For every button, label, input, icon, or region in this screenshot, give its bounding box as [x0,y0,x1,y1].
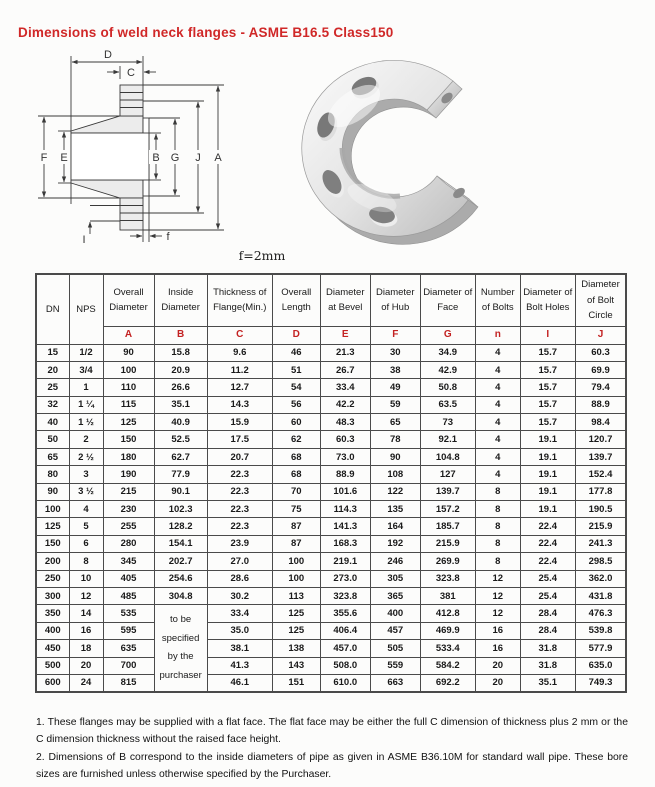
table-cell: 54 [272,379,320,396]
table-cell: 88.9 [575,396,626,413]
table-cell: 90.1 [154,483,207,500]
table-cell: 35.1 [520,674,575,691]
table-cell: 533.4 [420,640,475,657]
table-cell: 125 [103,414,154,431]
table-cell: 323.8 [320,587,370,604]
table-cell: 152.4 [575,466,626,483]
table-row [36,344,626,361]
table-cell: 73.0 [320,448,370,465]
table-cell: 128.2 [154,518,207,535]
table-cell: 300 [36,587,69,604]
table-cell: 3 [69,466,103,483]
table-cell: 20 [36,361,69,378]
dim-label-D: D [104,49,112,61]
table-cell: 8 [475,501,520,518]
table-cell: 180 [103,448,154,465]
table-cell: 22.3 [207,483,272,500]
dim-letter-C: C [207,326,272,344]
table-cell: 280 [103,535,154,552]
table-cell: 70 [272,483,320,500]
table-cell: 100 [103,361,154,378]
table-cell: 14 [69,605,103,622]
table-cell: 412.8 [420,605,475,622]
table-cell: 12 [475,605,520,622]
table-cell: 154.1 [154,535,207,552]
dim-label-C: C [127,67,135,79]
table-cell: 400 [36,622,69,639]
table-cell: 20 [475,657,520,674]
table-cell: 323.8 [420,570,475,587]
table-cell: 4 [475,379,520,396]
dim-label-I: I [82,234,86,246]
table-row [36,535,626,552]
table-cell: 73 [420,414,475,431]
table-cell: 700 [103,657,154,674]
table-cell: 19.1 [520,483,575,500]
table-cell: 12.7 [207,379,272,396]
table-cell: 114.3 [320,501,370,518]
table-cell: 28.4 [520,605,575,622]
table-cell: 200 [36,553,69,570]
table-cell: 22.4 [520,553,575,570]
table-cell: 577.9 [575,640,626,657]
table-cell: 6 [69,535,103,552]
table-cell: 50.8 [420,379,475,396]
table-row [36,431,626,448]
table-cell: 46 [272,344,320,361]
table-cell: 663 [370,674,420,691]
table-cell: 28.4 [520,622,575,639]
table-cell: 68 [272,448,320,465]
table-cell: 31.8 [520,657,575,674]
table-cell: 298.5 [575,553,626,570]
table-cell: 11.2 [207,361,272,378]
column-header-nps: NPS [69,274,103,344]
table-cell: 255 [103,518,154,535]
table-cell: 610.0 [320,674,370,691]
table-cell: 635 [103,640,154,657]
table-cell: 185.7 [420,518,475,535]
table-cell: 8 [475,535,520,552]
table-cell: 20.7 [207,448,272,465]
table-cell: 35.0 [207,622,272,639]
table-cell: 62.7 [154,448,207,465]
to-be-specified-cell: to be specified by the purchaser [154,605,207,692]
table-cell: 63.5 [420,396,475,413]
table-cell: 469.9 [420,622,475,639]
table-cell: 135 [370,501,420,518]
table-cell: 692.2 [420,674,475,691]
table-cell: 127 [420,466,475,483]
table-cell: 16 [475,640,520,657]
table-cell: 79.4 [575,379,626,396]
table-cell: 749.3 [575,674,626,691]
table-cell: 559 [370,657,420,674]
table-cell: 635.0 [575,657,626,674]
table-cell: 168.3 [320,535,370,552]
table-cell: 19.1 [520,448,575,465]
table-cell: 505 [370,640,420,657]
table-cell: 304.8 [154,587,207,604]
table-cell: 4 [475,344,520,361]
table-cell: 500 [36,657,69,674]
table-row [36,570,626,587]
table-cell: 98.4 [575,414,626,431]
table-cell: 15.7 [520,361,575,378]
dim-label-A: A [214,152,222,164]
table-cell: 108 [370,466,420,483]
table-cell: 362.0 [575,570,626,587]
table-cell: 90 [103,344,154,361]
table-cell: 22.4 [520,535,575,552]
footnote-1: 1. These flanges may be supplied with a flat face. The flat face may be either the full C dimension of thickness plus 2 mm or the C dimension thickness without the raised face height. [36,717,628,746]
table-cell: 2 [69,431,103,448]
table-cell: 15.9 [207,414,272,431]
table-cell: 8 [475,518,520,535]
table-cell: 365 [370,587,420,604]
table-cell: 65 [370,414,420,431]
table-cell: 600 [36,674,69,691]
column-header-diameter-of-face: Diameter of Face [420,274,475,326]
table-cell: 15.8 [154,344,207,361]
table-cell: 27.0 [207,553,272,570]
table-cell: 32 [36,396,69,413]
table-row [36,674,626,691]
table-cell: 75 [272,501,320,518]
table-cell: 48.3 [320,414,370,431]
table-cell: 100 [272,570,320,587]
dim-letter-n: n [475,326,520,344]
table-cell: 33.4 [320,379,370,396]
table-row [36,518,626,535]
table-row [36,448,626,465]
flange-dimensions-table [35,273,627,693]
table-row [36,553,626,570]
table-cell: 405 [103,570,154,587]
table-cell: 815 [103,674,154,691]
table-cell: 20 [475,674,520,691]
table-cell: 9.6 [207,344,272,361]
table-cell: 88.9 [320,466,370,483]
table-cell: 1 ¼ [69,396,103,413]
table-cell: 345 [103,553,154,570]
column-header-thickness: Thickness of Flange(Min.) [207,274,272,326]
table-cell: 350 [36,605,69,622]
table-cell: 190 [103,466,154,483]
table-cell: 30 [370,344,420,361]
table-cell: 42.2 [320,396,370,413]
table-cell: 125 [272,605,320,622]
table-row [36,466,626,483]
table-cell: 476.3 [575,605,626,622]
table-cell: 23.9 [207,535,272,552]
table-cell: 60.3 [575,344,626,361]
table-cell: 20 [69,657,103,674]
table-cell: 4 [69,501,103,518]
table-cell: 19.1 [520,501,575,518]
table-cell: 22.3 [207,501,272,518]
table-cell: 30.2 [207,587,272,604]
table-cell: 104.8 [420,448,475,465]
table-row [36,657,626,674]
table-cell: 250 [36,570,69,587]
table-cell: 584.2 [420,657,475,674]
dim-letter-G: G [420,326,475,344]
table-cell: 16 [475,622,520,639]
page-title: Dimensions of weld neck flanges - ASME B16.5 Class150 [18,25,394,40]
dim-label-G: G [170,152,180,164]
table-cell: 150 [103,431,154,448]
column-header-overall-length: Overall Length [272,274,320,326]
table-cell: 56 [272,396,320,413]
table-cell: 457 [370,622,420,639]
table-cell: 19.1 [520,466,575,483]
table-cell: 141.3 [320,518,370,535]
table-cell: 52.5 [154,431,207,448]
table-cell: 51 [272,361,320,378]
table-cell: 15.7 [520,414,575,431]
table-cell: 355.6 [320,605,370,622]
table-cell: 400 [370,605,420,622]
flange-cross-section-drawing [28,46,266,260]
table-cell: 120.7 [575,431,626,448]
table-cell: 192 [370,535,420,552]
table-cell: 150 [36,535,69,552]
table-cell: 60 [272,414,320,431]
table-cell: 151 [272,674,320,691]
table-cell: 8 [475,483,520,500]
table-cell: 254.6 [154,570,207,587]
table-cell: 113 [272,587,320,604]
column-header-dn: DN [36,274,69,344]
table-cell: 5 [69,518,103,535]
table-cell: 305 [370,570,420,587]
table-cell: 38.1 [207,640,272,657]
table-cell: 50 [36,431,69,448]
table-cell: 25 [36,379,69,396]
table-row [36,605,626,622]
table-cell: 17.5 [207,431,272,448]
table-cell: 59 [370,396,420,413]
table-header [36,274,626,344]
table-row [36,640,626,657]
table-cell: 60.3 [320,431,370,448]
dim-letter-I: I [520,326,575,344]
table-cell: 8 [69,553,103,570]
table-row [36,622,626,639]
flange-3d-image [272,48,522,253]
table-cell: 241.3 [575,535,626,552]
dim-label-f: f [166,231,170,243]
table-cell: 90 [36,483,69,500]
table-cell: 381 [420,587,475,604]
table-cell: 177.8 [575,483,626,500]
table-cell: 4 [475,448,520,465]
table-row [36,396,626,413]
table-cell: 3 ½ [69,483,103,500]
table-cell: 87 [272,518,320,535]
table-cell: 508.0 [320,657,370,674]
table-cell: 24 [69,674,103,691]
table-cell: 33.4 [207,605,272,622]
table-cell: 273.0 [320,570,370,587]
table-cell: 90 [370,448,420,465]
table-cell: 4 [475,466,520,483]
table-cell: 42.9 [420,361,475,378]
dim-letter-B: B [154,326,207,344]
table-cell: 164 [370,518,420,535]
table-cell: 4 [475,361,520,378]
table-cell: 22.3 [207,466,272,483]
column-header-diameter-at-bevel: Diameter at Bevel [320,274,370,326]
dim-letter-D: D [272,326,320,344]
table-cell: 115 [103,396,154,413]
table-cell: 269.9 [420,553,475,570]
table-row [36,414,626,431]
table-cell: 230 [103,501,154,518]
table-cell: 12 [69,587,103,604]
table-cell: 406.4 [320,622,370,639]
table-row [36,361,626,378]
table-cell: 1/2 [69,344,103,361]
table-cell: 457.0 [320,640,370,657]
table-cell: 4 [475,396,520,413]
table-cell: 21.3 [320,344,370,361]
table-cell: 100 [36,501,69,518]
table-cell: 122 [370,483,420,500]
table-cell: 15 [36,344,69,361]
table-cell: 539.8 [575,622,626,639]
dim-letter-A: A [103,326,154,344]
table-cell: 100 [272,553,320,570]
table-cell: 65 [36,448,69,465]
table-cell: 34.9 [420,344,475,361]
table-cell: 69.9 [575,361,626,378]
column-header-number-of-bolts: Number of Bolts [475,274,520,326]
table-row [36,483,626,500]
table-cell: 138 [272,640,320,657]
table-cell: 25.4 [520,587,575,604]
table-cell: 215 [103,483,154,500]
table-cell: 485 [103,587,154,604]
table-cell: 157.2 [420,501,475,518]
table-cell: 139.7 [420,483,475,500]
table-cell: 26.7 [320,361,370,378]
dim-letter-J: J [575,326,626,344]
table-cell: 78 [370,431,420,448]
table-cell: 16 [69,622,103,639]
table-cell: 215.9 [575,518,626,535]
table-cell: 77.9 [154,466,207,483]
table-cell: 31.8 [520,640,575,657]
table-cell: 3/4 [69,361,103,378]
table-cell: 18 [69,640,103,657]
table-cell: 101.6 [320,483,370,500]
table-cell: 22.4 [520,518,575,535]
raised-face-note: f=2mm [238,248,286,263]
table-cell: 14.3 [207,396,272,413]
table-cell: 38 [370,361,420,378]
table-cell: 26.6 [154,379,207,396]
table-row [36,379,626,396]
table-cell: 143 [272,657,320,674]
table-cell: 215.9 [420,535,475,552]
table-cell: 125 [36,518,69,535]
table-cell: 62 [272,431,320,448]
table-cell: 22.3 [207,518,272,535]
table-cell: 2 ½ [69,448,103,465]
table-cell: 35.1 [154,396,207,413]
table-cell: 25.4 [520,570,575,587]
table-cell: 102.3 [154,501,207,518]
dim-label-B: B [152,152,160,164]
table-cell: 68 [272,466,320,483]
table-cell: 4 [475,414,520,431]
column-header-diameter-of-hub: Diameter of Hub [370,274,420,326]
table-cell: 190.5 [575,501,626,518]
table-cell: 40 [36,414,69,431]
table-cell: 20.9 [154,361,207,378]
table-row [36,501,626,518]
table-cell: 1 ½ [69,414,103,431]
flange-table-body [36,344,626,692]
table-cell: 139.7 [575,448,626,465]
table-cell: 202.7 [154,553,207,570]
table-cell: 431.8 [575,587,626,604]
table-cell: 125 [272,622,320,639]
table-cell: 80 [36,466,69,483]
dim-letter-E: E [320,326,370,344]
table-cell: 40.9 [154,414,207,431]
table-cell: 49 [370,379,420,396]
table-cell: 1 [69,379,103,396]
table-cell: 19.1 [520,431,575,448]
table-cell: 450 [36,640,69,657]
table-cell: 41.3 [207,657,272,674]
table-cell: 12 [475,587,520,604]
column-header-inside-diameter: Inside Diameter [154,274,207,326]
footnotes [36,714,628,784]
table-cell: 46.1 [207,674,272,691]
table-cell: 87 [272,535,320,552]
dim-letter-F: F [370,326,420,344]
table-cell: 92.1 [420,431,475,448]
dim-label-F: F [40,152,48,164]
table-cell: 535 [103,605,154,622]
table-cell: 8 [475,553,520,570]
table-cell: 246 [370,553,420,570]
table-row [36,587,626,604]
table-cell: 15.7 [520,379,575,396]
table-cell: 10 [69,570,103,587]
table-cell: 4 [475,431,520,448]
table-cell: 15.7 [520,396,575,413]
column-header-bolt-circle: Diameter of Bolt Circle [575,274,626,326]
table-cell: 28.6 [207,570,272,587]
dim-label-E: E [60,152,68,164]
column-header-bolt-holes: Diameter of Bolt Holes [520,274,575,326]
table-cell: 110 [103,379,154,396]
table-cell: 219.1 [320,553,370,570]
table-cell: 15.7 [520,344,575,361]
table-cell: 12 [475,570,520,587]
dim-label-J: J [195,152,201,164]
footnote-2: 2. Dimensions of B correspond to the inside diameters of pipe as given in ASME B36.10M for standard wall pipe. These bore sizes are furnished unless otherwise specified by the Purchaser. [36,751,628,781]
column-header-overall-diameter: Overall Diameter [103,274,154,326]
table-cell: 595 [103,622,154,639]
